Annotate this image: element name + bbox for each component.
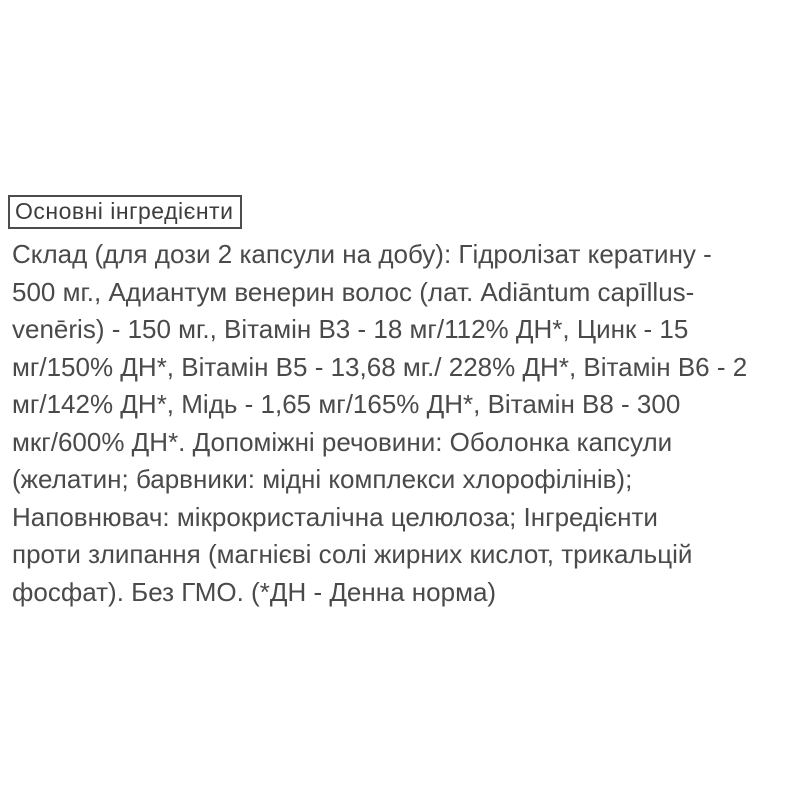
composition-line: Наповнювач: мікрокристалічна целюлоза; Інгредієнти [12,501,658,532]
composition-line: мг/150% ДН*, Вітамін В5 - 13,68 мг./ 228% ДН*, Вітамін В6 - 2 [12,351,748,382]
composition-line: 500 мг., Адиантум венерин волос (лат. Adiāntum capīllus- [12,276,695,307]
composition-line: Склад (для дози 2 капсули на добу): Гідролізат кератину - [12,239,712,270]
ingredients-heading: Основні інгредієнти [8,195,242,229]
composition-line: фосфат). Без ГМО. (*ДН - Денна норма) [12,576,497,607]
composition-line: venēris) - 150 мг., Вітамін В3 - 18 мг/112% ДН*, Цинк - 15 [12,314,689,345]
composition-line: мкг/600% ДН*. Допоміжні речовини: Оболонка капсули [12,426,673,457]
composition-line: (желатин; барвники: мідні комплекси хлорофілінів); [12,464,633,495]
composition-line: проти злипання (магнієві солі жирних кислот, трикальцій [12,539,693,570]
ingredients-section [8,195,792,611]
composition-paragraph [12,236,792,611]
composition-line: мг/142% ДН*, Мідь - 1,65 мг/165% ДН*, Вітамін В8 - 300 [12,389,681,420]
